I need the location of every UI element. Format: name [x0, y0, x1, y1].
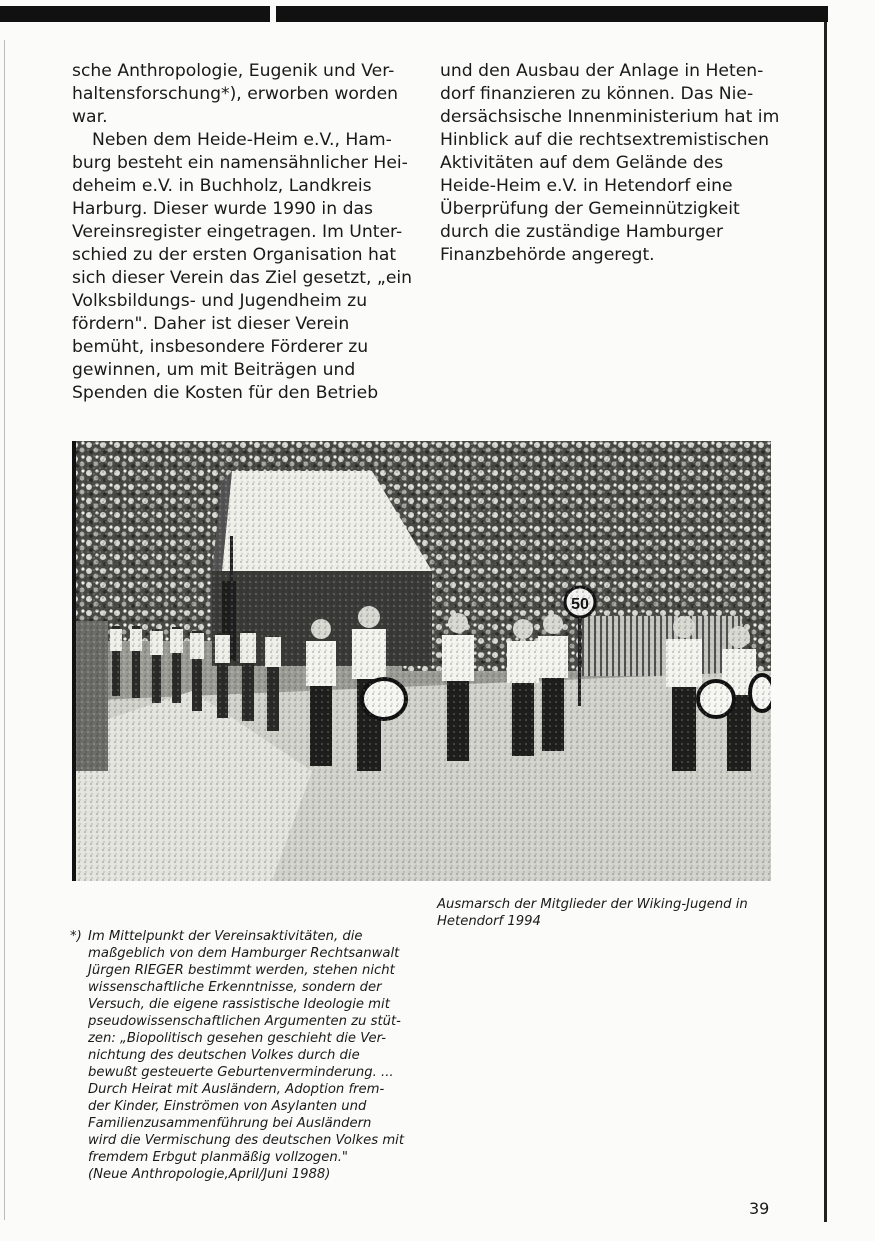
- text-line: sich dieser Verein das Ziel gesetzt, „ein: [72, 268, 413, 288]
- text-line: war.: [72, 107, 108, 127]
- footnote-line: fremdem Erbgut planmäßig vollzogen.": [88, 1150, 348, 1165]
- left-scan-edge: [4, 40, 5, 1220]
- text-line: Aktivitäten auf dem Gelände des: [440, 153, 724, 173]
- footnote-line: Durch Heirat mit Ausländern, Adoption frem-: [88, 1082, 385, 1097]
- caption-line: Hetendorf 1994: [437, 914, 541, 929]
- footnote-line: pseudowissenschaftlichen Argumenten zu stüt-: [88, 1014, 401, 1029]
- photo-left-edge: [72, 441, 76, 881]
- right-margin-rule: [824, 22, 827, 1222]
- footnote-line: Im Mittelpunkt der Vereinsaktivitäten, die: [88, 929, 363, 944]
- top-bar-gap: [270, 6, 276, 22]
- text-line: Überprüfung der Gemeinnützigkeit: [440, 199, 740, 219]
- text-line: Spenden die Kosten für den Betrieb: [72, 383, 379, 403]
- top-scan-bar: [0, 6, 828, 22]
- text-line: haltensforschung*), erworben worden: [72, 84, 399, 104]
- text-line: dersächsische Innenministerium hat im: [440, 107, 780, 127]
- photo-illustration: [72, 441, 771, 881]
- footnote-line: wissenschaftliche Erkenntnisse, sondern der: [88, 980, 382, 995]
- text-line: deheim e.V. in Buchholz, Landkreis: [72, 176, 372, 196]
- text-line: Heide-Heim e.V. in Hetendorf eine: [440, 176, 733, 196]
- text-line: schied zu der ersten Organisation hat: [72, 245, 397, 265]
- text-line: sche Anthropologie, Eugenik und Ver-: [72, 61, 395, 81]
- footnote-first-line: [70, 928, 420, 945]
- text-line: fördern". Daher ist dieser Verein: [72, 314, 350, 334]
- footnote-line: Jürgen RIEGER bestimmt werden, stehen nicht: [88, 963, 395, 978]
- footnote-line: nichtung des deutschen Volkes durch die: [88, 1048, 360, 1063]
- footnote-line: Versuch, die eigene rassistische Ideologie mit: [88, 997, 390, 1012]
- text-line: Vereinsregister eingetragen. Im Unter-: [72, 222, 403, 242]
- photo-grain: [72, 441, 771, 881]
- footnote-line: bewußt gesteuerte Geburtenverminderung. ...: [88, 1065, 394, 1080]
- right-text-column: [440, 60, 780, 267]
- footnote-line: zen: „Biopolitisch gesehen geschieht die Ver-: [88, 1031, 387, 1046]
- text-line: und den Ausbau der Anlage in Heten-: [440, 61, 764, 81]
- text-line: Harburg. Dieser wurde 1990 in das: [72, 199, 373, 219]
- caption-line: Ausmarsch der Mitglieder der Wiking-Jugend in: [437, 897, 748, 912]
- page-number: 39: [749, 1199, 770, 1218]
- footnote-line: maßgeblich von dem Hamburger Rechtsanwalt: [88, 946, 400, 961]
- text-line: Volksbildungs- und Jugendheim zu: [72, 291, 368, 311]
- footnote-line: der Kinder, Einströmen von Asylanten und: [88, 1099, 367, 1114]
- text-line: durch die zuständige Hamburger: [440, 222, 724, 242]
- text-line: Neben dem Heide-Heim e.V., Ham-: [92, 130, 392, 150]
- text-line: dorf finanzieren zu können. Das Nie-: [440, 84, 754, 104]
- text-line: Finanzbehörde angeregt.: [440, 245, 655, 265]
- left-text-column: [72, 60, 412, 405]
- text-line: Hinblick auf die rechtsextremistischen: [440, 130, 770, 150]
- footnote-line: Familienzusammenführung bei Ausländern: [88, 1116, 372, 1131]
- footnote: [70, 928, 420, 1183]
- text-line: burg besteht ein namensähnlicher Hei-: [72, 153, 408, 173]
- text-line: gewinnen, um mit Beiträgen und: [72, 360, 356, 380]
- text-line: bemüht, insbesondere Förderer zu: [72, 337, 369, 357]
- footnote-line: wird die Vermischung des deutschen Volkes mit: [88, 1133, 405, 1148]
- footnote-marker: *): [70, 929, 82, 944]
- march-photograph: [72, 441, 771, 881]
- footnote-line: (Neue Anthropologie,April/Juni 1988): [88, 1167, 331, 1182]
- photo-caption: [437, 896, 777, 930]
